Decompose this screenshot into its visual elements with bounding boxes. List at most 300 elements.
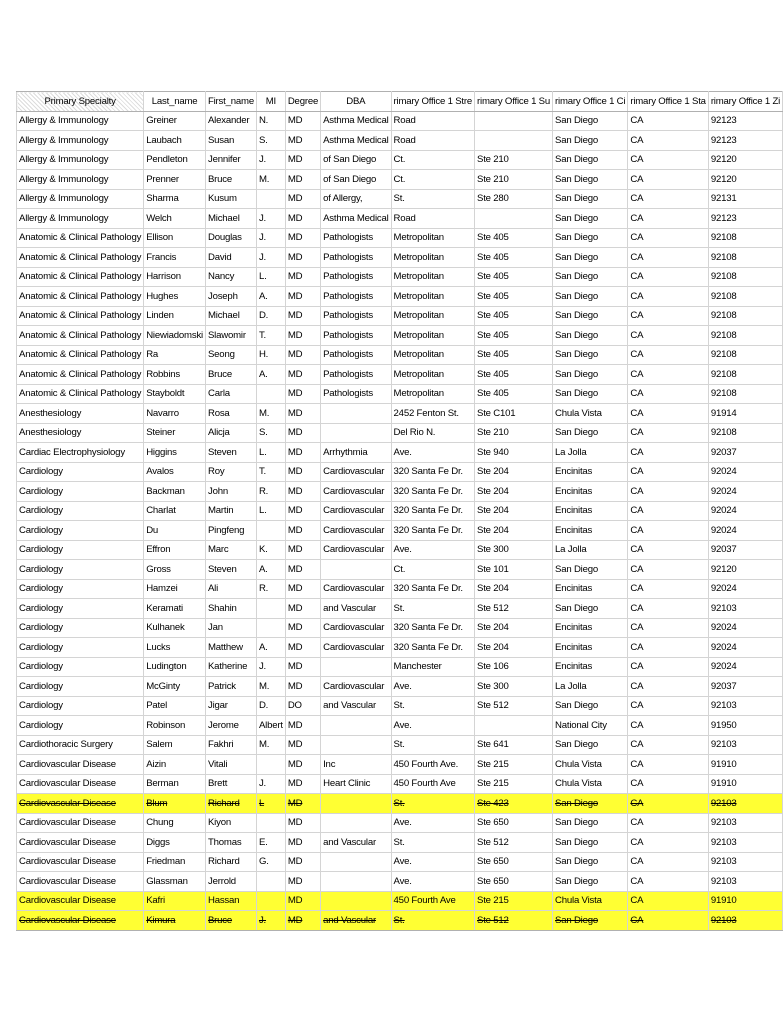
cell-mi[interactable]: K. xyxy=(256,540,285,560)
cell-first-name[interactable]: Pingfeng xyxy=(205,521,256,541)
cell-primary-specialty[interactable]: Cardiothoracic Surgery xyxy=(17,735,144,755)
cell-primary-specialty[interactable]: Anatomic & Clinical Pathology xyxy=(17,267,144,287)
cell-office-street[interactable]: 450 Fourth Ave. xyxy=(391,755,474,775)
cell-office-zip[interactable]: 92024 xyxy=(708,482,782,502)
cell-first-name[interactable]: Bruce xyxy=(205,911,256,931)
cell-office-zip[interactable]: 92120 xyxy=(708,560,782,580)
cell-last-name[interactable]: Francis xyxy=(144,248,206,268)
cell-office-street[interactable]: Ave. xyxy=(391,540,474,560)
cell-office-city[interactable]: Chula Vista xyxy=(553,755,628,775)
cell-office-zip[interactable]: 91910 xyxy=(708,774,782,794)
cell-office-city[interactable]: San Diego xyxy=(553,306,628,326)
cell-office-state[interactable]: CA xyxy=(628,501,708,521)
cell-office-street[interactable]: Ave. xyxy=(391,677,474,697)
cell-dba[interactable]: Pathologists xyxy=(321,345,391,365)
cell-office-state[interactable]: CA xyxy=(628,111,708,131)
cell-degree[interactable]: MD xyxy=(285,521,320,541)
cell-office-state[interactable]: CA xyxy=(628,170,708,190)
cell-last-name[interactable]: Linden xyxy=(144,306,206,326)
cell-degree[interactable]: MD xyxy=(285,560,320,580)
cell-office-state[interactable]: CA xyxy=(628,872,708,892)
cell-office-city[interactable]: La Jolla xyxy=(553,677,628,697)
cell-office-street[interactable]: St. xyxy=(391,794,474,814)
cell-office-state[interactable]: CA xyxy=(628,189,708,209)
cell-first-name[interactable]: Douglas xyxy=(205,228,256,248)
cell-office-street[interactable]: Road xyxy=(391,209,474,229)
cell-office-suite[interactable]: Ste 512 xyxy=(475,833,553,853)
cell-office-zip[interactable]: 92108 xyxy=(708,326,782,346)
cell-degree[interactable]: MD xyxy=(285,306,320,326)
cell-office-city[interactable]: San Diego xyxy=(553,833,628,853)
cell-degree[interactable]: MD xyxy=(285,170,320,190)
cell-office-suite[interactable]: Ste 300 xyxy=(475,677,553,697)
cell-last-name[interactable]: Friedman xyxy=(144,852,206,872)
cell-mi[interactable]: R. xyxy=(256,482,285,502)
cell-degree[interactable]: MD xyxy=(285,657,320,677)
cell-first-name[interactable]: Patrick xyxy=(205,677,256,697)
cell-first-name[interactable]: Jan xyxy=(205,618,256,638)
cell-office-suite[interactable]: Ste 512 xyxy=(475,911,553,931)
cell-first-name[interactable]: Thomas xyxy=(205,833,256,853)
cell-office-street[interactable]: 320 Santa Fe Dr. xyxy=(391,521,474,541)
cell-last-name[interactable]: Robbins xyxy=(144,365,206,385)
cell-primary-specialty[interactable]: Cardiology xyxy=(17,618,144,638)
cell-last-name[interactable]: Patel xyxy=(144,696,206,716)
cell-office-street[interactable]: Metropolitan xyxy=(391,306,474,326)
cell-dba[interactable]: of San Diego xyxy=(321,150,391,170)
cell-primary-specialty[interactable]: Anatomic & Clinical Pathology xyxy=(17,306,144,326)
cell-office-zip[interactable]: 92120 xyxy=(708,170,782,190)
cell-degree[interactable]: MD xyxy=(285,755,320,775)
cell-office-zip[interactable]: 92103 xyxy=(708,794,782,814)
cell-dba[interactable]: Pathologists xyxy=(321,267,391,287)
cell-last-name[interactable]: Pendleton xyxy=(144,150,206,170)
cell-degree[interactable]: MD xyxy=(285,189,320,209)
cell-mi[interactable]: A. xyxy=(256,560,285,580)
cell-office-zip[interactable]: 92108 xyxy=(708,267,782,287)
cell-dba[interactable]: Arrhythmia xyxy=(321,443,391,463)
cell-office-street[interactable]: St. xyxy=(391,599,474,619)
cell-primary-specialty[interactable]: Allergy & Immunology xyxy=(17,170,144,190)
cell-office-suite[interactable]: Ste 650 xyxy=(475,852,553,872)
cell-last-name[interactable]: Stayboldt xyxy=(144,384,206,404)
cell-mi[interactable]: D. xyxy=(256,306,285,326)
cell-office-suite[interactable]: Ste 215 xyxy=(475,755,553,775)
cell-mi[interactable] xyxy=(256,521,285,541)
cell-mi[interactable]: M. xyxy=(256,170,285,190)
cell-office-state[interactable]: CA xyxy=(628,774,708,794)
cell-office-suite[interactable]: Ste 204 xyxy=(475,638,553,658)
cell-last-name[interactable]: Aizin xyxy=(144,755,206,775)
cell-office-street[interactable]: St. xyxy=(391,911,474,931)
cell-office-suite[interactable]: Ste 641 xyxy=(475,735,553,755)
cell-office-city[interactable]: San Diego xyxy=(553,423,628,443)
cell-dba[interactable]: Pathologists xyxy=(321,248,391,268)
cell-office-suite[interactable]: Ste 405 xyxy=(475,365,553,385)
header-last-name[interactable]: Last_name xyxy=(144,92,206,112)
cell-office-state[interactable]: CA xyxy=(628,677,708,697)
cell-dba[interactable] xyxy=(321,872,391,892)
cell-dba[interactable]: Cardiovascular xyxy=(321,482,391,502)
cell-office-street[interactable]: Ave. xyxy=(391,813,474,833)
header-office-city[interactable]: rimary Office 1 Ci xyxy=(553,92,628,112)
cell-office-state[interactable]: CA xyxy=(628,443,708,463)
cell-primary-specialty[interactable]: Anesthesiology xyxy=(17,423,144,443)
cell-office-state[interactable]: CA xyxy=(628,852,708,872)
cell-last-name[interactable]: Sharma xyxy=(144,189,206,209)
cell-office-state[interactable]: CA xyxy=(628,813,708,833)
cell-last-name[interactable]: Welch xyxy=(144,209,206,229)
cell-degree[interactable]: MD xyxy=(285,384,320,404)
header-office-suite[interactable]: rimary Office 1 Su xyxy=(475,92,553,112)
cell-office-zip[interactable]: 92024 xyxy=(708,618,782,638)
cell-dba[interactable]: and Vascular xyxy=(321,696,391,716)
cell-degree[interactable]: MD xyxy=(285,735,320,755)
cell-office-state[interactable]: CA xyxy=(628,248,708,268)
cell-last-name[interactable]: Hamzei xyxy=(144,579,206,599)
cell-office-zip[interactable]: 92024 xyxy=(708,579,782,599)
cell-degree[interactable]: MD xyxy=(285,911,320,931)
cell-office-zip[interactable]: 92108 xyxy=(708,228,782,248)
cell-dba[interactable]: Cardiovascular xyxy=(321,638,391,658)
cell-first-name[interactable]: John xyxy=(205,482,256,502)
cell-office-suite[interactable]: Ste 106 xyxy=(475,657,553,677)
cell-mi[interactable] xyxy=(256,384,285,404)
cell-office-state[interactable]: CA xyxy=(628,833,708,853)
cell-office-state[interactable]: CA xyxy=(628,209,708,229)
cell-first-name[interactable]: Alicja xyxy=(205,423,256,443)
cell-office-zip[interactable]: 92024 xyxy=(708,462,782,482)
cell-degree[interactable]: MD xyxy=(285,599,320,619)
cell-dba[interactable]: Cardiovascular xyxy=(321,540,391,560)
cell-last-name[interactable]: Keramati xyxy=(144,599,206,619)
cell-office-city[interactable]: National City xyxy=(553,716,628,736)
cell-office-suite[interactable]: Ste 405 xyxy=(475,228,553,248)
cell-first-name[interactable]: Slawomir xyxy=(205,326,256,346)
cell-office-street[interactable]: Ave. xyxy=(391,716,474,736)
cell-office-street[interactable]: 450 Fourth Ave xyxy=(391,774,474,794)
cell-office-street[interactable]: 320 Santa Fe Dr. xyxy=(391,501,474,521)
cell-primary-specialty[interactable]: Allergy & Immunology xyxy=(17,111,144,131)
cell-office-street[interactable]: St. xyxy=(391,189,474,209)
cell-office-street[interactable]: St. xyxy=(391,833,474,853)
cell-office-street[interactable]: Ct. xyxy=(391,560,474,580)
cell-mi[interactable] xyxy=(256,891,285,911)
cell-office-street[interactable]: Road xyxy=(391,111,474,131)
cell-first-name[interactable]: Richard xyxy=(205,852,256,872)
cell-office-suite[interactable]: Ste 204 xyxy=(475,579,553,599)
cell-office-state[interactable]: CA xyxy=(628,462,708,482)
cell-first-name[interactable]: Vitali xyxy=(205,755,256,775)
cell-office-suite[interactable]: Ste 300 xyxy=(475,540,553,560)
cell-office-suite[interactable]: Ste 204 xyxy=(475,501,553,521)
cell-office-city[interactable]: San Diego xyxy=(553,852,628,872)
cell-dba[interactable] xyxy=(321,794,391,814)
cell-office-state[interactable]: CA xyxy=(628,891,708,911)
cell-degree[interactable]: MD xyxy=(285,248,320,268)
cell-first-name[interactable]: Michael xyxy=(205,209,256,229)
cell-office-zip[interactable]: 92103 xyxy=(708,599,782,619)
cell-primary-specialty[interactable]: Cardiovascular Disease xyxy=(17,852,144,872)
cell-first-name[interactable]: Joseph xyxy=(205,287,256,307)
cell-office-suite[interactable]: Ste 215 xyxy=(475,774,553,794)
cell-office-state[interactable]: CA xyxy=(628,638,708,658)
cell-primary-specialty[interactable]: Cardiology xyxy=(17,696,144,716)
cell-dba[interactable]: Cardiovascular xyxy=(321,579,391,599)
cell-first-name[interactable]: Richard xyxy=(205,794,256,814)
cell-office-zip[interactable]: 92131 xyxy=(708,189,782,209)
cell-first-name[interactable]: Shahin xyxy=(205,599,256,619)
cell-office-suite[interactable]: Ste 405 xyxy=(475,345,553,365)
cell-primary-specialty[interactable]: Cardiovascular Disease xyxy=(17,774,144,794)
cell-office-city[interactable]: San Diego xyxy=(553,872,628,892)
cell-office-suite[interactable] xyxy=(475,716,553,736)
cell-office-city[interactable]: San Diego xyxy=(553,326,628,346)
cell-office-street[interactable]: Ct. xyxy=(391,150,474,170)
cell-office-state[interactable]: CA xyxy=(628,599,708,619)
cell-last-name[interactable]: Higgins xyxy=(144,443,206,463)
cell-primary-specialty[interactable]: Anesthesiology xyxy=(17,404,144,424)
cell-first-name[interactable]: Steven xyxy=(205,443,256,463)
cell-mi[interactable]: A. xyxy=(256,638,285,658)
cell-office-city[interactable]: San Diego xyxy=(553,189,628,209)
cell-degree[interactable]: MD xyxy=(285,131,320,151)
cell-mi[interactable]: M. xyxy=(256,404,285,424)
cell-dba[interactable]: Pathologists xyxy=(321,228,391,248)
cell-office-state[interactable]: CA xyxy=(628,794,708,814)
cell-primary-specialty[interactable]: Cardiology xyxy=(17,657,144,677)
cell-office-state[interactable]: CA xyxy=(628,618,708,638)
cell-office-zip[interactable]: 91914 xyxy=(708,404,782,424)
cell-last-name[interactable]: Ludington xyxy=(144,657,206,677)
cell-office-state[interactable]: CA xyxy=(628,326,708,346)
cell-first-name[interactable]: Bruce xyxy=(205,170,256,190)
cell-last-name[interactable]: Diggs xyxy=(144,833,206,853)
cell-first-name[interactable]: David xyxy=(205,248,256,268)
cell-office-street[interactable]: St. xyxy=(391,696,474,716)
cell-dba[interactable]: Asthma Medical xyxy=(321,209,391,229)
cell-office-street[interactable]: 450 Fourth Ave xyxy=(391,891,474,911)
cell-office-zip[interactable]: 92123 xyxy=(708,209,782,229)
cell-first-name[interactable]: Brett xyxy=(205,774,256,794)
cell-mi[interactable]: M. xyxy=(256,677,285,697)
cell-office-zip[interactable]: 92024 xyxy=(708,521,782,541)
cell-mi[interactable]: J. xyxy=(256,774,285,794)
cell-office-state[interactable]: CA xyxy=(628,365,708,385)
cell-dba[interactable] xyxy=(321,404,391,424)
cell-office-city[interactable]: San Diego xyxy=(553,599,628,619)
cell-office-city[interactable]: Chula Vista xyxy=(553,404,628,424)
cell-office-city[interactable]: San Diego xyxy=(553,131,628,151)
cell-office-suite[interactable]: Ste 215 xyxy=(475,891,553,911)
cell-primary-specialty[interactable]: Anatomic & Clinical Pathology xyxy=(17,384,144,404)
cell-office-street[interactable]: 2452 Fenton St. xyxy=(391,404,474,424)
cell-degree[interactable]: MD xyxy=(285,267,320,287)
cell-degree[interactable]: MD xyxy=(285,872,320,892)
cell-first-name[interactable]: Hassan xyxy=(205,891,256,911)
cell-office-zip[interactable]: 92123 xyxy=(708,111,782,131)
cell-office-street[interactable]: 320 Santa Fe Dr. xyxy=(391,579,474,599)
cell-office-state[interactable]: CA xyxy=(628,540,708,560)
cell-last-name[interactable]: Berman xyxy=(144,774,206,794)
cell-office-suite[interactable]: Ste 405 xyxy=(475,384,553,404)
cell-first-name[interactable]: Susan xyxy=(205,131,256,151)
cell-mi[interactable]: J. xyxy=(256,228,285,248)
cell-office-zip[interactable]: 92103 xyxy=(708,735,782,755)
cell-office-suite[interactable]: Ste 210 xyxy=(475,150,553,170)
cell-office-street[interactable]: 320 Santa Fe Dr. xyxy=(391,638,474,658)
cell-last-name[interactable]: Ellison xyxy=(144,228,206,248)
cell-dba[interactable]: Cardiovascular xyxy=(321,521,391,541)
cell-office-street[interactable]: St. xyxy=(391,735,474,755)
cell-primary-specialty[interactable]: Cardiology xyxy=(17,501,144,521)
cell-primary-specialty[interactable]: Anatomic & Clinical Pathology xyxy=(17,326,144,346)
cell-primary-specialty[interactable]: Anatomic & Clinical Pathology xyxy=(17,287,144,307)
cell-degree[interactable]: MD xyxy=(285,579,320,599)
cell-office-suite[interactable]: Ste 940 xyxy=(475,443,553,463)
cell-office-state[interactable]: CA xyxy=(628,345,708,365)
cell-office-state[interactable]: CA xyxy=(628,911,708,931)
cell-office-state[interactable]: CA xyxy=(628,560,708,580)
cell-primary-specialty[interactable]: Cardiac Electrophysiology xyxy=(17,443,144,463)
cell-mi[interactable]: N. xyxy=(256,111,285,131)
cell-first-name[interactable]: Rosa xyxy=(205,404,256,424)
cell-first-name[interactable]: Jennifer xyxy=(205,150,256,170)
cell-last-name[interactable]: Laubach xyxy=(144,131,206,151)
cell-primary-specialty[interactable]: Anatomic & Clinical Pathology xyxy=(17,228,144,248)
cell-primary-specialty[interactable]: Anatomic & Clinical Pathology xyxy=(17,365,144,385)
cell-office-zip[interactable]: 92120 xyxy=(708,150,782,170)
cell-last-name[interactable]: Steiner xyxy=(144,423,206,443)
cell-dba[interactable]: Heart Clinic xyxy=(321,774,391,794)
cell-office-state[interactable]: CA xyxy=(628,579,708,599)
cell-mi[interactable]: L xyxy=(256,794,285,814)
cell-mi[interactable]: A. xyxy=(256,365,285,385)
cell-office-city[interactable]: San Diego xyxy=(553,696,628,716)
cell-first-name[interactable]: Alexander xyxy=(205,111,256,131)
cell-first-name[interactable]: Bruce xyxy=(205,365,256,385)
cell-primary-specialty[interactable]: Cardiology xyxy=(17,560,144,580)
cell-degree[interactable]: MD xyxy=(285,443,320,463)
cell-primary-specialty[interactable]: Cardiology xyxy=(17,579,144,599)
cell-mi[interactable]: S. xyxy=(256,131,285,151)
cell-office-suite[interactable]: Ste 405 xyxy=(475,326,553,346)
cell-office-street[interactable]: Metropolitan xyxy=(391,345,474,365)
cell-primary-specialty[interactable]: Cardiology xyxy=(17,521,144,541)
cell-mi[interactable]: G. xyxy=(256,852,285,872)
cell-office-city[interactable]: San Diego xyxy=(553,267,628,287)
cell-office-zip[interactable]: 92103 xyxy=(708,833,782,853)
cell-office-zip[interactable]: 92024 xyxy=(708,638,782,658)
header-office-zip[interactable]: rimary Office 1 Zi xyxy=(708,92,782,112)
cell-office-zip[interactable]: 92108 xyxy=(708,248,782,268)
cell-dba[interactable] xyxy=(321,560,391,580)
cell-office-suite[interactable]: Ste C101 xyxy=(475,404,553,424)
cell-mi[interactable] xyxy=(256,755,285,775)
cell-mi[interactable]: S. xyxy=(256,423,285,443)
cell-office-zip[interactable]: 92108 xyxy=(708,306,782,326)
cell-office-suite[interactable]: Ste 210 xyxy=(475,170,553,190)
cell-last-name[interactable]: Niewiadomski xyxy=(144,326,206,346)
cell-dba[interactable]: and Vascular xyxy=(321,833,391,853)
cell-office-zip[interactable]: 92024 xyxy=(708,501,782,521)
cell-office-street[interactable]: Metropolitan xyxy=(391,365,474,385)
cell-primary-specialty[interactable]: Cardiovascular Disease xyxy=(17,833,144,853)
cell-degree[interactable]: MD xyxy=(285,209,320,229)
cell-mi[interactable] xyxy=(256,599,285,619)
cell-office-suite[interactable]: Ste 650 xyxy=(475,813,553,833)
cell-office-street[interactable]: 320 Santa Fe Dr. xyxy=(391,618,474,638)
cell-office-state[interactable]: CA xyxy=(628,150,708,170)
cell-office-zip[interactable]: 92123 xyxy=(708,131,782,151)
cell-dba[interactable]: Cardiovascular xyxy=(321,618,391,638)
cell-office-street[interactable]: 320 Santa Fe Dr. xyxy=(391,462,474,482)
cell-office-suite[interactable]: Ste 405 xyxy=(475,267,553,287)
cell-office-street[interactable]: Del Rio N. xyxy=(391,423,474,443)
cell-dba[interactable]: Cardiovascular xyxy=(321,677,391,697)
cell-primary-specialty[interactable]: Cardiology xyxy=(17,482,144,502)
cell-office-state[interactable]: CA xyxy=(628,735,708,755)
cell-degree[interactable]: MD xyxy=(285,540,320,560)
cell-office-suite[interactable]: Ste 512 xyxy=(475,599,553,619)
cell-degree[interactable]: MD xyxy=(285,423,320,443)
cell-office-city[interactable]: San Diego xyxy=(553,150,628,170)
cell-office-city[interactable]: Encinitas xyxy=(553,638,628,658)
cell-office-city[interactable]: Encinitas xyxy=(553,482,628,502)
cell-office-street[interactable]: Metropolitan xyxy=(391,248,474,268)
cell-mi[interactable]: T. xyxy=(256,326,285,346)
cell-office-state[interactable]: CA xyxy=(628,696,708,716)
cell-office-zip[interactable]: 92108 xyxy=(708,365,782,385)
cell-office-zip[interactable]: 92108 xyxy=(708,287,782,307)
cell-dba[interactable]: Pathologists xyxy=(321,306,391,326)
cell-office-zip[interactable]: 92103 xyxy=(708,696,782,716)
cell-office-suite[interactable]: Ste 280 xyxy=(475,189,553,209)
cell-primary-specialty[interactable]: Cardiology xyxy=(17,462,144,482)
cell-office-state[interactable]: CA xyxy=(628,521,708,541)
cell-office-suite[interactable] xyxy=(475,131,553,151)
cell-mi[interactable]: A. xyxy=(256,287,285,307)
cell-office-state[interactable]: CA xyxy=(628,287,708,307)
cell-office-suite[interactable]: Ste 405 xyxy=(475,306,553,326)
cell-office-city[interactable]: Encinitas xyxy=(553,618,628,638)
cell-office-zip[interactable]: 92037 xyxy=(708,677,782,697)
cell-first-name[interactable]: Ali xyxy=(205,579,256,599)
cell-primary-specialty[interactable]: Cardiovascular Disease xyxy=(17,794,144,814)
cell-office-city[interactable]: Encinitas xyxy=(553,462,628,482)
cell-office-city[interactable]: Encinitas xyxy=(553,501,628,521)
cell-last-name[interactable]: Chung xyxy=(144,813,206,833)
cell-office-city[interactable]: San Diego xyxy=(553,170,628,190)
cell-office-zip[interactable]: 92108 xyxy=(708,423,782,443)
cell-office-city[interactable]: Encinitas xyxy=(553,521,628,541)
cell-last-name[interactable]: Effron xyxy=(144,540,206,560)
cell-last-name[interactable]: Ra xyxy=(144,345,206,365)
cell-degree[interactable]: MD xyxy=(285,345,320,365)
cell-last-name[interactable]: Hughes xyxy=(144,287,206,307)
cell-office-state[interactable]: CA xyxy=(628,404,708,424)
cell-dba[interactable]: of San Diego xyxy=(321,170,391,190)
cell-dba[interactable]: of Allergy, xyxy=(321,189,391,209)
cell-mi[interactable] xyxy=(256,872,285,892)
cell-office-street[interactable]: Ave. xyxy=(391,872,474,892)
cell-office-city[interactable]: San Diego xyxy=(553,248,628,268)
cell-first-name[interactable]: Seong xyxy=(205,345,256,365)
cell-first-name[interactable]: Matthew xyxy=(205,638,256,658)
cell-mi[interactable] xyxy=(256,618,285,638)
cell-mi[interactable]: D. xyxy=(256,696,285,716)
cell-office-city[interactable]: La Jolla xyxy=(553,540,628,560)
